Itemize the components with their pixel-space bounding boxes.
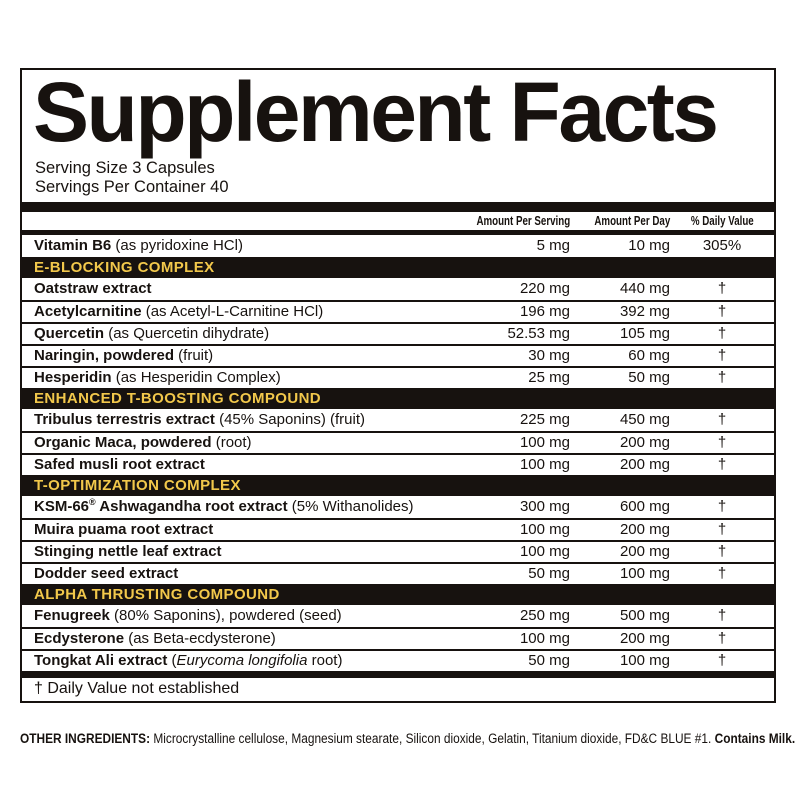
amount-per-serving-value: 50 mg <box>528 565 570 583</box>
ingredient-row <box>22 300 774 322</box>
daily-value: † <box>717 498 727 516</box>
ingredient-name: Ecdysterone (as Beta-ecdysterone) <box>34 630 276 648</box>
daily-value: 305% <box>702 237 742 255</box>
daily-value: † <box>717 565 727 583</box>
amount-per-serving-value: 220 mg <box>519 280 570 298</box>
amount-per-serving-value: 50 mg <box>528 652 570 670</box>
footnote-text: † Daily Value not established <box>34 680 240 698</box>
amount-per-day-value: 392 mg <box>619 303 670 321</box>
ingredient-row <box>22 518 774 540</box>
section-header-label: E-BLOCKING COMPLEX <box>34 258 215 276</box>
ingredient-table <box>22 235 774 671</box>
amount-per-day-value: 500 mg <box>619 607 670 625</box>
amount-per-serving-value: 100 mg <box>519 521 570 539</box>
supplement-facts-panel <box>20 65 776 703</box>
amount-per-serving-value: 5 mg <box>536 237 570 255</box>
ingredient-row <box>22 366 774 388</box>
ingredient-row <box>22 278 774 300</box>
amount-per-serving-value: 100 mg <box>519 434 570 452</box>
ingredient-row <box>22 627 774 649</box>
ingredient-name: Tribulus terrestris extract (45% Saponins) (fruit) <box>34 411 365 429</box>
daily-value: † <box>717 521 727 539</box>
ingredient-row <box>22 409 774 431</box>
section-header-row <box>22 584 774 605</box>
ingredient-name: Safed musli root extract <box>34 456 205 474</box>
section-header-label: T-OPTIMIZATION COMPLEX <box>34 476 241 494</box>
ingredient-row <box>22 605 774 627</box>
ingredient-name: Hesperidin (as Hesperidin Complex) <box>34 369 281 387</box>
amount-per-serving-value: 300 mg <box>519 498 570 516</box>
amount-per-day-value: 100 mg <box>619 565 670 583</box>
servings-per-container: Servings Per Container 40 <box>35 178 229 197</box>
daily-value: † <box>717 652 727 670</box>
daily-value: † <box>717 347 727 365</box>
amount-per-serving-value: 100 mg <box>519 543 570 561</box>
amount-per-day-value: 200 mg <box>619 456 670 474</box>
column-header-amount-per-serving: Amount Per Serving <box>476 213 571 228</box>
footnote-row <box>22 678 774 701</box>
amount-per-day-value: 50 mg <box>628 369 670 387</box>
amount-per-day-value: 440 mg <box>619 280 670 298</box>
amount-per-serving-value: 250 mg <box>519 607 570 625</box>
column-header-amount-per-day: Amount Per Day <box>594 213 670 228</box>
amount-per-serving-value: 52.53 mg <box>507 325 570 343</box>
panel-title: Supplement Facts <box>33 65 717 159</box>
amount-per-day-value: 450 mg <box>619 411 670 429</box>
ingredient-name: Stinging nettle leaf extract <box>34 543 222 561</box>
amount-per-serving-value: 100 mg <box>519 630 570 648</box>
amount-per-day-value: 200 mg <box>619 543 670 561</box>
ingredient-row <box>22 453 774 475</box>
section-header-row <box>22 475 774 496</box>
ingredient-name: Oatstraw extract <box>34 280 152 298</box>
amount-per-serving-value: 225 mg <box>519 411 570 429</box>
ingredient-name: Vitamin B6 (as pyridoxine HCl) <box>34 237 243 255</box>
ingredient-name: KSM-66® Ashwagandha root extract (5% Withanolides) <box>34 497 414 516</box>
ingredient-name: Tongkat Ali extract (Eurycoma longifolia root) <box>34 652 343 670</box>
ingredient-row <box>22 322 774 344</box>
daily-value: † <box>717 607 727 625</box>
daily-value: † <box>717 303 727 321</box>
amount-per-day-value: 200 mg <box>619 630 670 648</box>
divider-above-footnote <box>22 671 774 678</box>
ingredient-row <box>22 649 774 671</box>
amount-per-serving-value: 100 mg <box>519 456 570 474</box>
daily-value: † <box>717 325 727 343</box>
daily-value: † <box>717 280 727 298</box>
amount-per-day-value: 105 mg <box>619 325 670 343</box>
amount-per-day-value: 200 mg <box>619 521 670 539</box>
daily-value: † <box>717 434 727 452</box>
column-headers <box>22 212 774 230</box>
amount-per-day-value: 600 mg <box>619 498 670 516</box>
other-ingredients-text: Microcrystalline cellulose, Magnesium stearate, Silicon dioxide, Gelatin, Titanium dioxide, FD&C BLUE #1. <box>153 730 712 746</box>
other-ingredients <box>20 731 796 746</box>
section-header-label: ALPHA THRUSTING COMPOUND <box>34 585 280 603</box>
daily-value: † <box>717 543 727 561</box>
divider-thick-top <box>22 202 774 212</box>
section-header-row <box>22 257 774 278</box>
ingredient-row <box>22 562 774 584</box>
contains-milk-note: Contains Milk. <box>714 730 796 746</box>
daily-value: † <box>717 630 727 648</box>
serving-info <box>35 159 774 197</box>
ingredient-name: Organic Maca, powdered (root) <box>34 434 252 452</box>
ingredient-name: Quercetin (as Quercetin dihydrate) <box>34 325 270 343</box>
ingredient-row <box>22 496 774 518</box>
ingredient-row <box>22 344 774 366</box>
amount-per-day-value: 10 mg <box>628 237 670 255</box>
section-header-label: ENHANCED T-BOOSTING COMPOUND <box>34 389 322 407</box>
daily-value: † <box>717 369 727 387</box>
daily-value: † <box>717 456 727 474</box>
ingredient-row <box>22 540 774 562</box>
section-header-row <box>22 388 774 409</box>
daily-value: † <box>717 411 727 429</box>
serving-size: Serving Size 3 Capsules <box>35 159 215 178</box>
ingredient-row <box>22 431 774 453</box>
amount-per-serving-value: 196 mg <box>519 303 570 321</box>
amount-per-serving-value: 30 mg <box>528 347 570 365</box>
ingredient-name: Muira puama root extract <box>34 521 214 539</box>
amount-per-serving-value: 25 mg <box>528 369 570 387</box>
ingredient-row <box>22 235 774 257</box>
ingredient-name: Dodder seed extract <box>34 565 179 583</box>
ingredient-name: Naringin, powdered (fruit) <box>34 347 214 365</box>
ingredient-name: Acetylcarnitine (as Acetyl-L-Carnitine HCl) <box>34 303 324 321</box>
amount-per-day-value: 100 mg <box>619 652 670 670</box>
ingredient-name: Fenugreek (80% Saponins), powdered (seed) <box>34 607 342 625</box>
amount-per-day-value: 60 mg <box>628 347 670 365</box>
column-header-daily-value: % Daily Value <box>690 213 754 228</box>
amount-per-day-value: 200 mg <box>619 434 670 452</box>
other-ingredients-label: OTHER INGREDIENTS: <box>20 730 151 746</box>
